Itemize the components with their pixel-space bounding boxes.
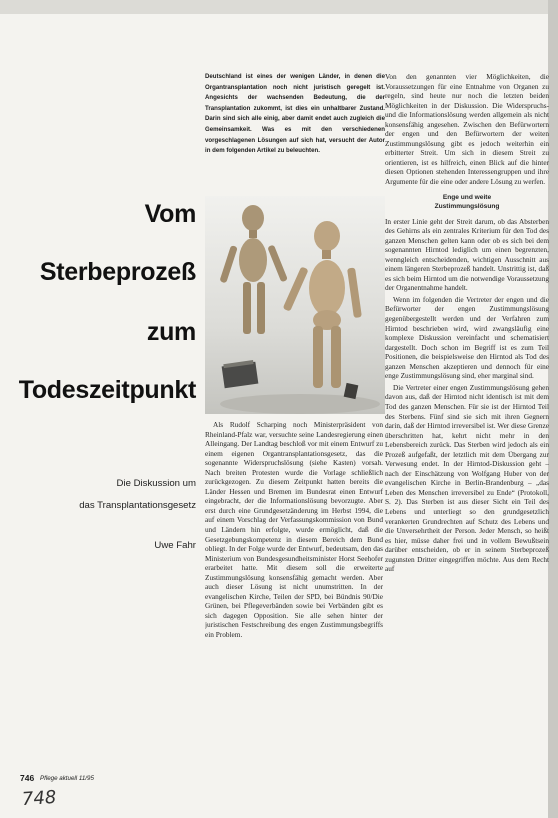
section-subheading — [385, 193, 549, 211]
article-photo — [205, 196, 385, 414]
column-1-paragraph: Als Rudolf Scharping noch Ministerpräsident von Rheinland-Pfalz war, versuchte seine Landesregierung einen Alleingang. Der Landtag beschloß vor mit einem Entwurf zu einem eigenen Organtransplantationsgesetz, das die sogenannte Widerspruchslösung (siehe Kasten) vorsah. Nach breiten Protesten wurde die Vorlage schließlich zurückgezogen. Zu diesem Zeitpunkt hatten bereits die Länder Hessen und Bremen im Bundesrat einen Entwurf eingebracht, der die Informationslösung bevorzugte. Aber erst durch eine Grundgesetzänderung im Herbst 1994, die auf einem Vorschlag der Verfassungskommission von Bund und Ländern hin erfolgte, wurde ermöglicht, daß die Gesetzgebungskompetenz in diesem Bereich dem Bund obliegt. In der Folge wurde der Entwurf, bedeutsam, den das Ministerium von Bundesgesundheitsminister Horst Seehofer erarbeitet hatte. Mit diesem soll die erweiterte Zustimmungslösung konsensfähig gemacht werden. Aber auch dieser Lösung ist nicht unumstritten. In der evangelischen Kirche, Teilen der SPD, bei Bündnis 90/Die Grünen, bei Pflegeverbänden sowie bei Verbänden gibt es sich dagegen Opposition. Sie alle sehen hinter der juristischen Festschreibung des engen Zustimmungsbegriffs ein Problem. — [205, 420, 383, 640]
wooden-mannequins-illustration — [205, 196, 385, 414]
subtitle-line-2: das Transplantationsgesetz — [79, 500, 196, 511]
page-edge-shadow — [548, 0, 558, 818]
top-scan-band — [0, 0, 558, 14]
title-line-2: Sterbeprozeß — [39, 258, 196, 286]
lead-paragraph: Deutschland ist eines der wenigen Länder, in denen die Organtransplantation noch nicht juristisch geregelt ist. Angesichts der wachsenden Bedeutung, die der Transplantation zukommt, ist dies ein unhaltbarer Zustand. Darin sind sich alle einig, aber damit endet auch zugleich die Gemeinsamkeit. Was es mit den verschiedenen vorgeschlagenen Lösungen auf sich hat, versucht der Autor in dem folgenden Artikel zu beleuchten. — [205, 73, 385, 155]
column-2-paragraph-3: Wenn im folgenden die Vertreter der engen und die Befürworter der engen Zustimmungslösung gegenübergestellt werden und der Verfahren zum Hirntod beschrieben wird, wird zwangsläufig eine komplexe Diskussion vereinfacht und schematisiert dargestellt. Doch schon im Begriff ist es zum Teil Positionen, die beispielsweise den Hirntod als Tod des ganzen Menschen akzeptieren und dennoch für eine enge Zustimmungslösung sind, eher marginal sind. — [385, 294, 549, 381]
title-line-3: zum — [146, 318, 196, 346]
title-line-1: Vom — [144, 200, 196, 228]
column-2-paragraph-4: Die Vertreter einer engen Zustimmungslösung gehen davon aus, daß der Hirntod nicht identisch ist mit dem Tod des ganzen Menschen. Für sie ist der Hirntod Teil des Sterbens. Fünf sind sie sich mit ihren Gegnern darin, daß der Hirntod irreversibel ist. Wer diese Grenze überschritten hat, kehrt nicht mehr in den Lebensbereich zurück. Das Sterben wird jedoch als ein Prozeß aufgefaßt, der letztlich mit dem Übergang zur Verwesung endet. In der Hirntod-Diskussion geht – nach der Einschätzung von Wolfgang Huber von der evangelischen Kirche in Berlin-Brandenburg – „das Leben des Menschen irreversibel zu Ende“ (Protokoll, S. 2). Das Sterben ist aus dieser Sicht ein Teil des Lebens und unterliegt so den grundgesetzlich verankerten Grundrechten auf Schutz des Lebens und die Unversehrtheit der Person. Jeder Mensch, so heißt es hier, müsse daher frei und in vollem Bewußtsein darüber entscheiden, ob er in seinem Sterbeprozeß zugunsten Dritter eingegriffen möchte. Aus dem Recht auf — [385, 382, 549, 574]
journal-reference: Pflege aktuell 11/95 — [40, 775, 94, 782]
article-column-2 — [385, 72, 549, 800]
author-name: Uwe Fahr — [154, 540, 196, 551]
subheading-line-2: Zustimmungslösung — [434, 202, 500, 210]
handwritten-page-number: 748 — [21, 786, 58, 811]
page-number: 746 — [20, 773, 35, 783]
column-2-paragraph-1: Von den genannten vier Möglichkeiten, die Voraussetzungen für eine Entnahme von Organen zu regeln, sind heute nur noch die letzten beiden Möglichkeiten in der Diskussion. Die Widerspruchs- und die Informationslösung werden allgemein als nicht konsensfähig angesehen. Zwischen den Befürwortern der engen und den Befürwortern der weiten Zustimmungslösung gibt es jedoch weiterhin ein erbitterter Streit. Um sich in diesem Streit zu orientieren, ist es hilfreich, einen Blick auf die hinter diesen Optionen stehenden Interessengruppen und ihre Argumente für die eine oder andere Lösung zu werfen. — [385, 72, 549, 187]
title-line-4: Todeszeitpunkt — [18, 376, 196, 404]
column-2-paragraph-2: In erster Linie geht der Streit darum, ob das Absterben des Gehirns als ein zentrales Kriterium für den Tod des ganzen Menschen gelten kann oder ob es sich bei dem sogenannten Hirntod lediglich um einen begrenzten, wenngleich entscheidenden, wichtigen Ausschnitt aus einem längeren Sterbeprozeß handelt. Unstrittig ist, daß es sich beim Hirntod um die notwendige Voraussetzung der Organentnahme handelt. — [385, 216, 549, 293]
subtitle-line-1: Die Diskussion um — [116, 478, 196, 489]
article-column-1 — [205, 420, 383, 750]
subheading-line-1: Enge und weite — [442, 193, 492, 201]
